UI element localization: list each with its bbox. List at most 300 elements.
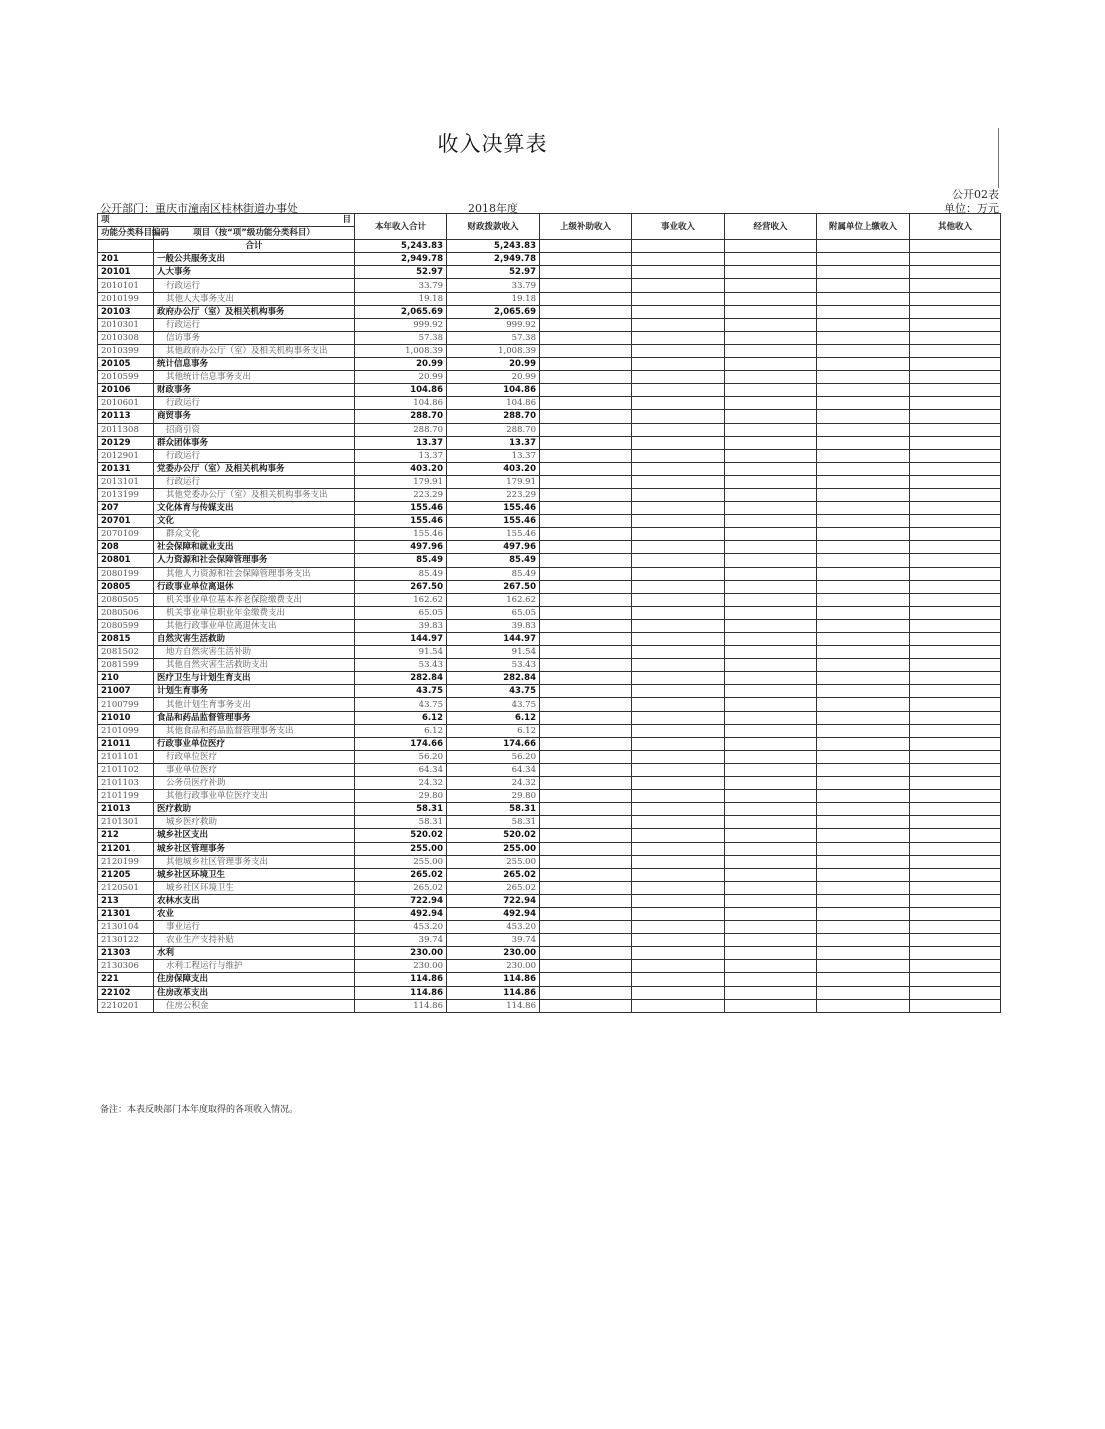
row-operating-income: [725, 803, 817, 816]
row-fiscal-appropriation: 230.00: [447, 960, 540, 973]
row-business-income: [632, 633, 725, 646]
row-code: 20815: [98, 633, 154, 646]
row-name: 机关事业单位职业年金缴费支出: [154, 606, 355, 619]
row-fiscal-appropriation: 492.94: [447, 907, 540, 920]
row-code: 2130122: [98, 934, 154, 947]
table-row: [98, 515, 1001, 528]
row-name: 医疗卫生与计划生育支出: [154, 672, 355, 685]
row-code: 21205: [98, 868, 154, 881]
row-affiliated-turnover: [817, 541, 910, 554]
row-fiscal-appropriation: 65.05: [447, 606, 540, 619]
row-operating-income: [725, 423, 817, 436]
row-fiscal-appropriation: 43.75: [447, 685, 540, 698]
table-row: [98, 502, 1001, 515]
header-total-income: 本年收入合计: [355, 214, 447, 240]
table-row: [98, 881, 1001, 894]
row-fiscal-appropriation: 155.46: [447, 528, 540, 541]
table-row: [98, 567, 1001, 580]
row-other-income: [910, 763, 1001, 776]
row-name: 其他自然灾害生活救助支出: [154, 659, 355, 672]
row-superior-subsidy: [540, 541, 632, 554]
row-fiscal-appropriation: 85.49: [447, 567, 540, 580]
row-business-income: [632, 475, 725, 488]
row-fiscal-appropriation: 24.32: [447, 777, 540, 790]
header-fiscal-appropriation: 财政拨款收入: [447, 214, 540, 240]
row-affiliated-turnover: [817, 777, 910, 790]
row-other-income: [910, 292, 1001, 305]
row-code: 221: [98, 973, 154, 986]
row-other-income: [910, 934, 1001, 947]
row-superior-subsidy: [540, 894, 632, 907]
row-name: 事业运行: [154, 921, 355, 934]
row-code: 2130104: [98, 921, 154, 934]
row-operating-income: [725, 698, 817, 711]
row-other-income: [910, 816, 1001, 829]
row-fiscal-appropriation: 13.37: [447, 436, 540, 449]
row-business-income: [632, 777, 725, 790]
row-operating-income: [725, 253, 817, 266]
row-total-income: 104.86: [355, 384, 447, 397]
row-total-income: 5,243.83: [355, 240, 447, 253]
row-operating-income: [725, 541, 817, 554]
row-operating-income: [725, 462, 817, 475]
row-total-income: 58.31: [355, 803, 447, 816]
row-other-income: [910, 554, 1001, 567]
row-operating-income: [725, 737, 817, 750]
unit-label: 单位：万元: [944, 202, 999, 215]
row-superior-subsidy: [540, 947, 632, 960]
row-superior-subsidy: [540, 515, 632, 528]
row-fiscal-appropriation: 19.18: [447, 292, 540, 305]
row-fiscal-appropriation: 1,008.39: [447, 344, 540, 357]
row-operating-income: [725, 515, 817, 528]
table-row: [98, 305, 1001, 318]
table-row: [98, 318, 1001, 331]
row-affiliated-turnover: [817, 633, 910, 646]
row-superior-subsidy: [540, 750, 632, 763]
row-operating-income: [725, 777, 817, 790]
row-operating-income: [725, 344, 817, 357]
row-other-income: [910, 567, 1001, 580]
row-affiliated-turnover: [817, 894, 910, 907]
row-superior-subsidy: [540, 397, 632, 410]
row-superior-subsidy: [540, 528, 632, 541]
row-fiscal-appropriation: 267.50: [447, 580, 540, 593]
row-affiliated-turnover: [817, 462, 910, 475]
row-name: 机关事业单位基本养老保险缴费支出: [154, 593, 355, 606]
row-other-income: [910, 672, 1001, 685]
row-other-income: [910, 986, 1001, 999]
row-business-income: [632, 921, 725, 934]
row-name: 其他食品和药品监督管理事务支出: [154, 724, 355, 737]
row-name: 合计: [154, 240, 355, 253]
row-name: 农林水支出: [154, 894, 355, 907]
row-other-income: [910, 593, 1001, 606]
row-business-income: [632, 986, 725, 999]
row-code: 21010: [98, 711, 154, 724]
row-other-income: [910, 449, 1001, 462]
row-fiscal-appropriation: 43.75: [447, 698, 540, 711]
row-code: 20701: [98, 515, 154, 528]
row-name: 城乡社区支出: [154, 829, 355, 842]
row-operating-income: [725, 868, 817, 881]
row-superior-subsidy: [540, 724, 632, 737]
row-other-income: [910, 855, 1001, 868]
row-operating-income: [725, 894, 817, 907]
table-row: [98, 619, 1001, 632]
row-business-income: [632, 606, 725, 619]
row-other-income: [910, 541, 1001, 554]
row-operating-income: [725, 646, 817, 659]
row-code: 21301: [98, 907, 154, 920]
row-business-income: [632, 488, 725, 501]
row-fiscal-appropriation: 265.02: [447, 868, 540, 881]
row-other-income: [910, 868, 1001, 881]
row-name: 其他行政事业单位离退休支出: [154, 619, 355, 632]
row-name: 信访事务: [154, 331, 355, 344]
row-superior-subsidy: [540, 711, 632, 724]
table-row: [98, 292, 1001, 305]
row-superior-subsidy: [540, 410, 632, 423]
row-name: 商贸事务: [154, 410, 355, 423]
row-total-income: 65.05: [355, 606, 447, 619]
row-code: 2101101: [98, 750, 154, 763]
table-row: [98, 816, 1001, 829]
row-operating-income: [725, 934, 817, 947]
table-row: [98, 750, 1001, 763]
row-business-income: [632, 724, 725, 737]
row-other-income: [910, 305, 1001, 318]
row-affiliated-turnover: [817, 488, 910, 501]
row-name: 城乡社区环境卫生: [154, 868, 355, 881]
row-fiscal-appropriation: 520.02: [447, 829, 540, 842]
row-name: 党委办公厅（室）及相关机构事务: [154, 462, 355, 475]
row-business-income: [632, 580, 725, 593]
row-code: 2101099: [98, 724, 154, 737]
row-affiliated-turnover: [817, 829, 910, 842]
row-business-income: [632, 711, 725, 724]
row-other-income: [910, 737, 1001, 750]
table-row: [98, 358, 1001, 371]
row-total-income: 255.00: [355, 855, 447, 868]
row-name: 城乡社区管理事务: [154, 842, 355, 855]
row-affiliated-turnover: [817, 881, 910, 894]
row-total-income: 230.00: [355, 960, 447, 973]
table-row: [98, 279, 1001, 292]
row-other-income: [910, 698, 1001, 711]
row-business-income: [632, 371, 725, 384]
row-affiliated-turnover: [817, 659, 910, 672]
row-affiliated-turnover: [817, 331, 910, 344]
row-total-income: 722.94: [355, 894, 447, 907]
row-code: 2010301: [98, 318, 154, 331]
row-superior-subsidy: [540, 685, 632, 698]
row-superior-subsidy: [540, 960, 632, 973]
row-operating-income: [725, 292, 817, 305]
row-business-income: [632, 515, 725, 528]
row-name: 招商引资: [154, 423, 355, 436]
row-business-income: [632, 331, 725, 344]
row-affiliated-turnover: [817, 266, 910, 279]
row-fiscal-appropriation: 2,065.69: [447, 305, 540, 318]
row-name: 人大事务: [154, 266, 355, 279]
row-fiscal-appropriation: 33.79: [447, 279, 540, 292]
table-row: [98, 528, 1001, 541]
row-code: 212: [98, 829, 154, 842]
row-name: 其他政府办公厅（室）及相关机构事务支出: [154, 344, 355, 357]
row-fiscal-appropriation: 39.74: [447, 934, 540, 947]
table-row: [98, 593, 1001, 606]
table-row: [98, 829, 1001, 842]
row-other-income: [910, 921, 1001, 934]
row-business-income: [632, 973, 725, 986]
row-fiscal-appropriation: 155.46: [447, 502, 540, 515]
row-superior-subsidy: [540, 934, 632, 947]
row-superior-subsidy: [540, 502, 632, 515]
row-affiliated-turnover: [817, 816, 910, 829]
row-affiliated-turnover: [817, 947, 910, 960]
row-code: 20129: [98, 436, 154, 449]
row-total-income: 265.02: [355, 868, 447, 881]
row-business-income: [632, 907, 725, 920]
table-row: [98, 737, 1001, 750]
row-name: 行政运行: [154, 279, 355, 292]
table-row: [98, 410, 1001, 423]
row-business-income: [632, 750, 725, 763]
row-total-income: 85.49: [355, 554, 447, 567]
row-operating-income: [725, 502, 817, 515]
row-total-income: 13.37: [355, 436, 447, 449]
table-row: [98, 960, 1001, 973]
row-name: 群众文化: [154, 528, 355, 541]
row-name: 农业: [154, 907, 355, 920]
row-fiscal-appropriation: 39.83: [447, 619, 540, 632]
row-code: [98, 240, 154, 253]
row-superior-subsidy: [540, 698, 632, 711]
row-operating-income: [725, 881, 817, 894]
row-affiliated-turnover: [817, 934, 910, 947]
row-operating-income: [725, 973, 817, 986]
row-total-income: 114.86: [355, 973, 447, 986]
row-business-income: [632, 698, 725, 711]
row-business-income: [632, 737, 725, 750]
row-operating-income: [725, 619, 817, 632]
row-total-income: 497.96: [355, 541, 447, 554]
row-other-income: [910, 371, 1001, 384]
header-other-income: 其他收入: [910, 214, 1001, 240]
row-fiscal-appropriation: 29.80: [447, 790, 540, 803]
row-total-income: 265.02: [355, 881, 447, 894]
row-code: 2100799: [98, 698, 154, 711]
row-affiliated-turnover: [817, 410, 910, 423]
row-code: 20103: [98, 305, 154, 318]
row-business-income: [632, 842, 725, 855]
row-code: 2010308: [98, 331, 154, 344]
row-operating-income: [725, 685, 817, 698]
row-operating-income: [725, 528, 817, 541]
row-superior-subsidy: [540, 423, 632, 436]
row-total-income: 43.75: [355, 698, 447, 711]
row-total-income: 453.20: [355, 921, 447, 934]
row-code: 20101: [98, 266, 154, 279]
row-other-income: [910, 750, 1001, 763]
row-total-income: 29.80: [355, 790, 447, 803]
table-row: [98, 934, 1001, 947]
row-other-income: [910, 358, 1001, 371]
row-operating-income: [725, 711, 817, 724]
row-total-income: 179.91: [355, 475, 447, 488]
row-operating-income: [725, 593, 817, 606]
row-code: 20105: [98, 358, 154, 371]
row-fiscal-appropriation: 497.96: [447, 541, 540, 554]
row-affiliated-turnover: [817, 344, 910, 357]
row-superior-subsidy: [540, 318, 632, 331]
row-superior-subsidy: [540, 829, 632, 842]
row-fiscal-appropriation: 2,949.78: [447, 253, 540, 266]
page-title: 收入决算表: [437, 132, 548, 156]
row-other-income: [910, 384, 1001, 397]
row-operating-income: [725, 266, 817, 279]
table-row: [98, 698, 1001, 711]
table-row: [98, 763, 1001, 776]
row-superior-subsidy: [540, 816, 632, 829]
row-business-income: [632, 855, 725, 868]
row-affiliated-turnover: [817, 292, 910, 305]
row-superior-subsidy: [540, 619, 632, 632]
row-superior-subsidy: [540, 358, 632, 371]
row-affiliated-turnover: [817, 986, 910, 999]
row-name: 住房改革支出: [154, 986, 355, 999]
row-superior-subsidy: [540, 986, 632, 999]
row-operating-income: [725, 449, 817, 462]
table-row: [98, 580, 1001, 593]
row-total-income: 282.84: [355, 672, 447, 685]
table-row: [98, 803, 1001, 816]
row-business-income: [632, 881, 725, 894]
table-row: [98, 646, 1001, 659]
row-affiliated-turnover: [817, 803, 910, 816]
row-operating-income: [725, 240, 817, 253]
row-name: 其他人力资源和社会保障管理事务支出: [154, 567, 355, 580]
row-total-income: 13.37: [355, 449, 447, 462]
row-business-income: [632, 816, 725, 829]
row-superior-subsidy: [540, 449, 632, 462]
row-other-income: [910, 423, 1001, 436]
row-superior-subsidy: [540, 606, 632, 619]
row-other-income: [910, 253, 1001, 266]
row-name: 自然灾害生活救助: [154, 633, 355, 646]
row-business-income: [632, 646, 725, 659]
row-business-income: [632, 829, 725, 842]
header-mu: 目: [342, 215, 351, 226]
row-affiliated-turnover: [817, 842, 910, 855]
row-affiliated-turnover: [817, 528, 910, 541]
table-row: [98, 344, 1001, 357]
row-fiscal-appropriation: 52.97: [447, 266, 540, 279]
table-row: [98, 894, 1001, 907]
row-code: 20805: [98, 580, 154, 593]
row-fiscal-appropriation: 255.00: [447, 855, 540, 868]
row-superior-subsidy: [540, 633, 632, 646]
row-total-income: 288.70: [355, 423, 447, 436]
row-total-income: 64.34: [355, 763, 447, 776]
header-xiang: 项: [101, 215, 110, 226]
row-business-income: [632, 279, 725, 292]
row-name: 一般公共服务支出: [154, 253, 355, 266]
row-other-income: [910, 633, 1001, 646]
row-fiscal-appropriation: 155.46: [447, 515, 540, 528]
row-superior-subsidy: [540, 921, 632, 934]
row-code: 2010101: [98, 279, 154, 292]
row-name: 行政事业单位医疗: [154, 737, 355, 750]
row-superior-subsidy: [540, 292, 632, 305]
row-affiliated-turnover: [817, 619, 910, 632]
row-affiliated-turnover: [817, 423, 910, 436]
row-operating-income: [725, 436, 817, 449]
row-business-income: [632, 266, 725, 279]
row-operating-income: [725, 947, 817, 960]
row-name: 其他统计信息事务支出: [154, 371, 355, 384]
row-total-income: 6.12: [355, 711, 447, 724]
row-name: 住房公积金: [154, 999, 355, 1012]
row-superior-subsidy: [540, 672, 632, 685]
row-name: 地方自然灾害生活补助: [154, 646, 355, 659]
row-code: 2011308: [98, 423, 154, 436]
row-other-income: [910, 397, 1001, 410]
row-total-income: 56.20: [355, 750, 447, 763]
row-operating-income: [725, 816, 817, 829]
row-code: 2081599: [98, 659, 154, 672]
row-other-income: [910, 724, 1001, 737]
row-operating-income: [725, 410, 817, 423]
row-other-income: [910, 318, 1001, 331]
row-superior-subsidy: [540, 842, 632, 855]
row-fiscal-appropriation: 999.92: [447, 318, 540, 331]
table-row: [98, 253, 1001, 266]
row-other-income: [910, 777, 1001, 790]
row-business-income: [632, 397, 725, 410]
table-row: [98, 397, 1001, 410]
row-code: 20106: [98, 384, 154, 397]
table-row: [98, 541, 1001, 554]
row-operating-income: [725, 960, 817, 973]
row-other-income: [910, 907, 1001, 920]
row-superior-subsidy: [540, 253, 632, 266]
row-code: 2013199: [98, 488, 154, 501]
row-name: 其他人大事务支出: [154, 292, 355, 305]
header-business-income: 事业收入: [632, 214, 725, 240]
row-business-income: [632, 253, 725, 266]
row-total-income: 19.18: [355, 292, 447, 305]
row-superior-subsidy: [540, 305, 632, 318]
row-superior-subsidy: [540, 580, 632, 593]
row-other-income: [910, 960, 1001, 973]
table-row: [98, 868, 1001, 881]
row-code: 2081502: [98, 646, 154, 659]
row-fiscal-appropriation: 179.91: [447, 475, 540, 488]
row-code: 2101199: [98, 790, 154, 803]
row-code: 213: [98, 894, 154, 907]
row-other-income: [910, 999, 1001, 1012]
row-fiscal-appropriation: 162.62: [447, 593, 540, 606]
row-name: 社会保障和就业支出: [154, 541, 355, 554]
row-operating-income: [725, 488, 817, 501]
row-operating-income: [725, 384, 817, 397]
row-superior-subsidy: [540, 907, 632, 920]
row-name: 行政单位医疗: [154, 750, 355, 763]
row-name: 其他党委办公厅（室）及相关机构事务支出: [154, 488, 355, 501]
row-superior-subsidy: [540, 881, 632, 894]
